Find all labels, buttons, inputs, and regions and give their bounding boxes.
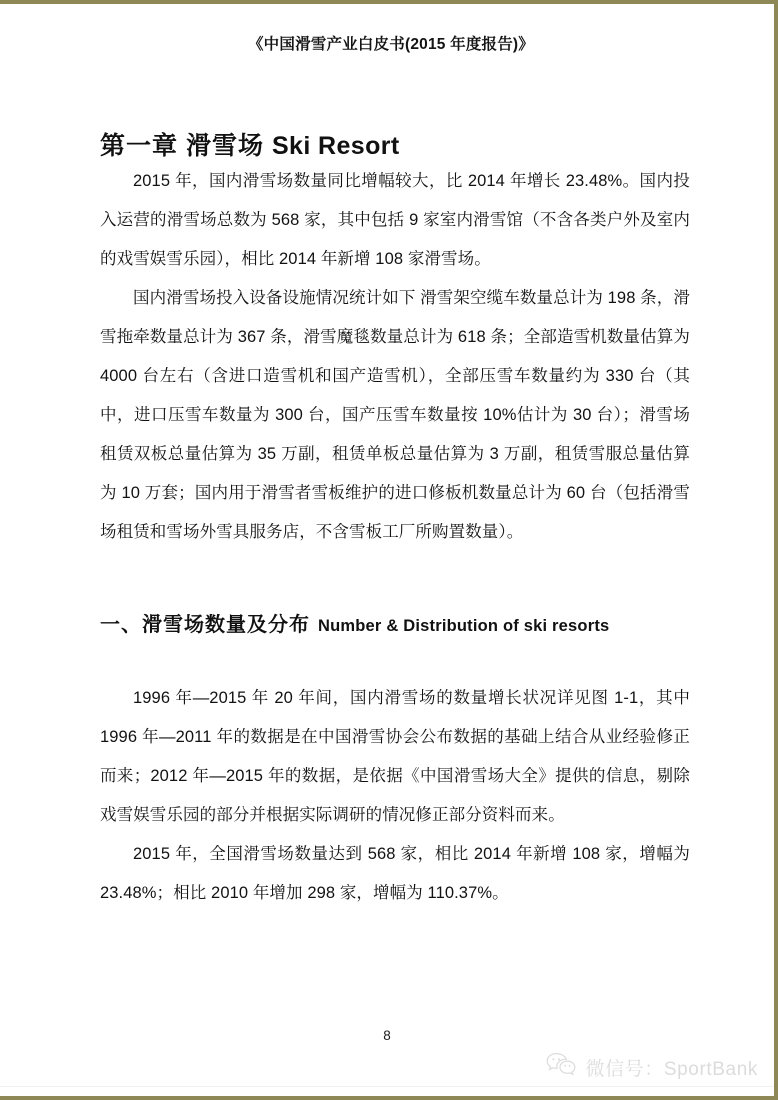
watermark — [546, 1052, 758, 1082]
section-heading-en: Number & Distribution of ski resorts — [318, 617, 610, 635]
section-one-paragraph-2: 2015 年，全国滑雪场数量达到 568 家，相比 2014 年新增 108 家，增幅为 23.48%；相比 2010 年增加 298 家，增幅为 110.37%。 — [100, 845, 690, 902]
section-one-paragraph-1: 1996 年—2015 年 20 年间，国内滑雪场的数量增长状况详见图 1-1，其中 1996 年—2011 年的数据是在中国滑雪协会公布数据的基础上结合从业经验修正而来；2012 年—2015 年的数据，是依据《中国滑雪场大全》提供的信息，剔除戏雪娱雪乐园的部分并根据实际调研的情况修正部分资料而来。 — [100, 689, 690, 824]
page-number: 8 — [383, 1028, 391, 1043]
section-heading-cn: 一、滑雪场数量及分布 — [100, 614, 310, 636]
intro-section — [100, 162, 690, 552]
section-one-body — [100, 679, 690, 913]
section-heading-one — [100, 608, 734, 637]
wechat-icon — [546, 1052, 576, 1082]
running-header: 《中国滑雪产业白皮书(2015 年度报告)》 — [247, 36, 534, 53]
watermark-label: 微信号：SportBank — [585, 1058, 758, 1080]
intro-paragraph-2: 国内滑雪场投入设备设施情况统计如下 滑雪架空缆车数量总计为 198 条，滑雪拖牵数量总计为 367 条，滑雪魔毯数量总计为 618 条；全部造雪机数量估算为 4000 台左右（含进口造雪机和国产造雪机），全部压雪车数量约为 330 台（其中，进口压雪车数量为 300 台，国产压雪车数量按 10%估计为 30 台）；滑雪场租赁双板总量估算为 35 万副，租赁单板总量估算为 3 万副，租赁雪服总量估算为 10 万套；国内用于滑雪者雪板维护的进口修板机数量总计为 60 台（包括滑雪场租赁和雪场外雪具服务店，不含雪板工厂所购置数量）。 — [100, 289, 690, 541]
intro-paragraph-1: 2015 年，国内滑雪场数量同比增幅较大，比 2014 年增长 23.48%。国内投入运营的滑雪场总数为 568 家，其中包括 9 家室内滑雪馆（不含各类户外及室内的戏雪娱雪乐园），相比 2014 年新增 108 家滑雪场。 — [100, 172, 690, 268]
page-content-area — [0, 4, 774, 1096]
chapter-title-cn: 第一章 滑雪场 — [100, 132, 264, 160]
chapter-title-en: Ski Resort — [271, 132, 400, 160]
chapter-title — [100, 126, 734, 162]
footer-divider — [0, 1086, 774, 1087]
